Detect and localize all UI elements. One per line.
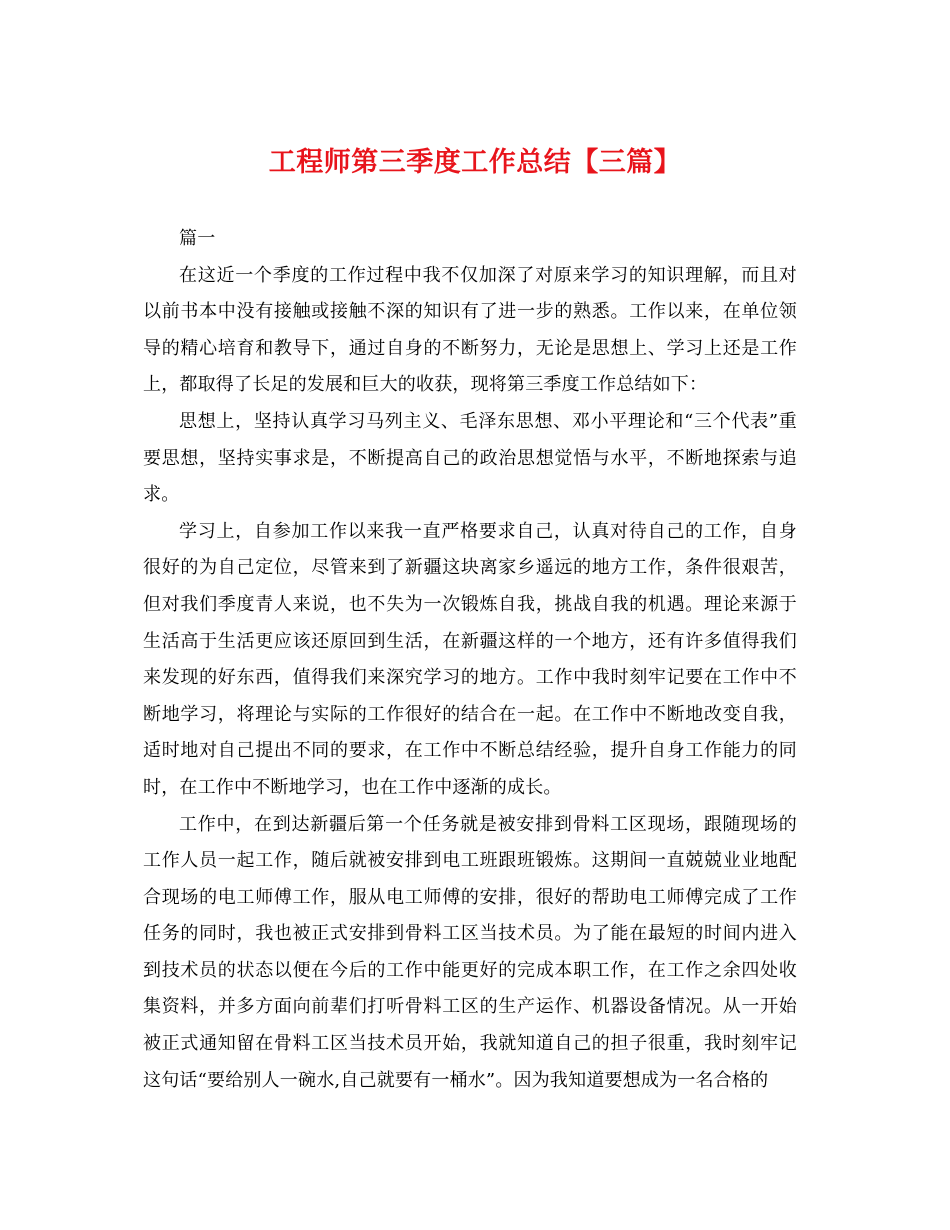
- document-body: [143, 221, 797, 1099]
- paragraph-ideology: 思想上，坚持认真学习马列主义、毛泽东思想、邓小平理论和“三个代表”重要思想，坚持实事求是，不断提高自己的政治思想觉悟与水平，不断地探索与追求。: [143, 410, 797, 506]
- section-heading: 篇一: [179, 228, 216, 249]
- paragraph-study: 学习上，自参加工作以来我一直严格要求自己，认真对待自己的工作，自身很好的为自己定位，尽管来到了新疆这块离家乡遥远的地方工作，条件很艰苦，但对我们季度青人来说，也不失为一次锻炼自我，挑战自我的机遇。理论来源于生活高于生活更应该还原回到生活，在新疆这样的一个地方，还有许多值得我们来发现的好东西，值得我们来深究学习的地方。工作中我时刻牢记要在工作中不断地学习，将理论与实际的工作很好的结合在一起。在工作中不断地改变自我，适时地对自己提出不同的要求，在工作中不断总结经验，提升自身工作能力的同时，在工作中不断地学习，也在工作中逐渐的成长。: [143, 520, 797, 798]
- document-title: 工程师第三季度工作总结【三篇】: [268, 147, 682, 178]
- paragraph-work: 工作中，在到达新疆后第一个任务就是被安排到骨料工区现场，跟随现场的工作人员一起工作，随后就被安排到电工班跟班锻炼。这期间一直兢兢业业地配合现场的电工师傅工作，服从电工师傅的安排，很好的帮助电工师傅完成了工作任务的同时，我也被正式安排到骨料工区当技术员。为了能在最短的时间内进入到技术员的状态以便在今后的工作中能更好的完成本职工作，在工作之余四处收集资料，并多方面向前辈们打听骨料工区的生产运作、机器设备情况。从一开始被正式通知留在骨料工区当技术员开始，我就知道自己的担子很重，我时刻牢记这句话“要给别人一碗水,自己就要有一桶水”。因为我知道要想成为一名合格的: [143, 813, 797, 1091]
- paragraph-intro: 在这近一个季度的工作过程中我不仅加深了对原来学习的知识理解，而且对以前书本中没有接触或接触不深的知识有了进一步的熟悉。工作以来，在单位领导的精心培育和教导下，通过自身的不断努力，无论是思想上、学习上还是工作上，都取得了长足的发展和巨大的收获，现将第三季度工作总结如下：: [143, 264, 797, 396]
